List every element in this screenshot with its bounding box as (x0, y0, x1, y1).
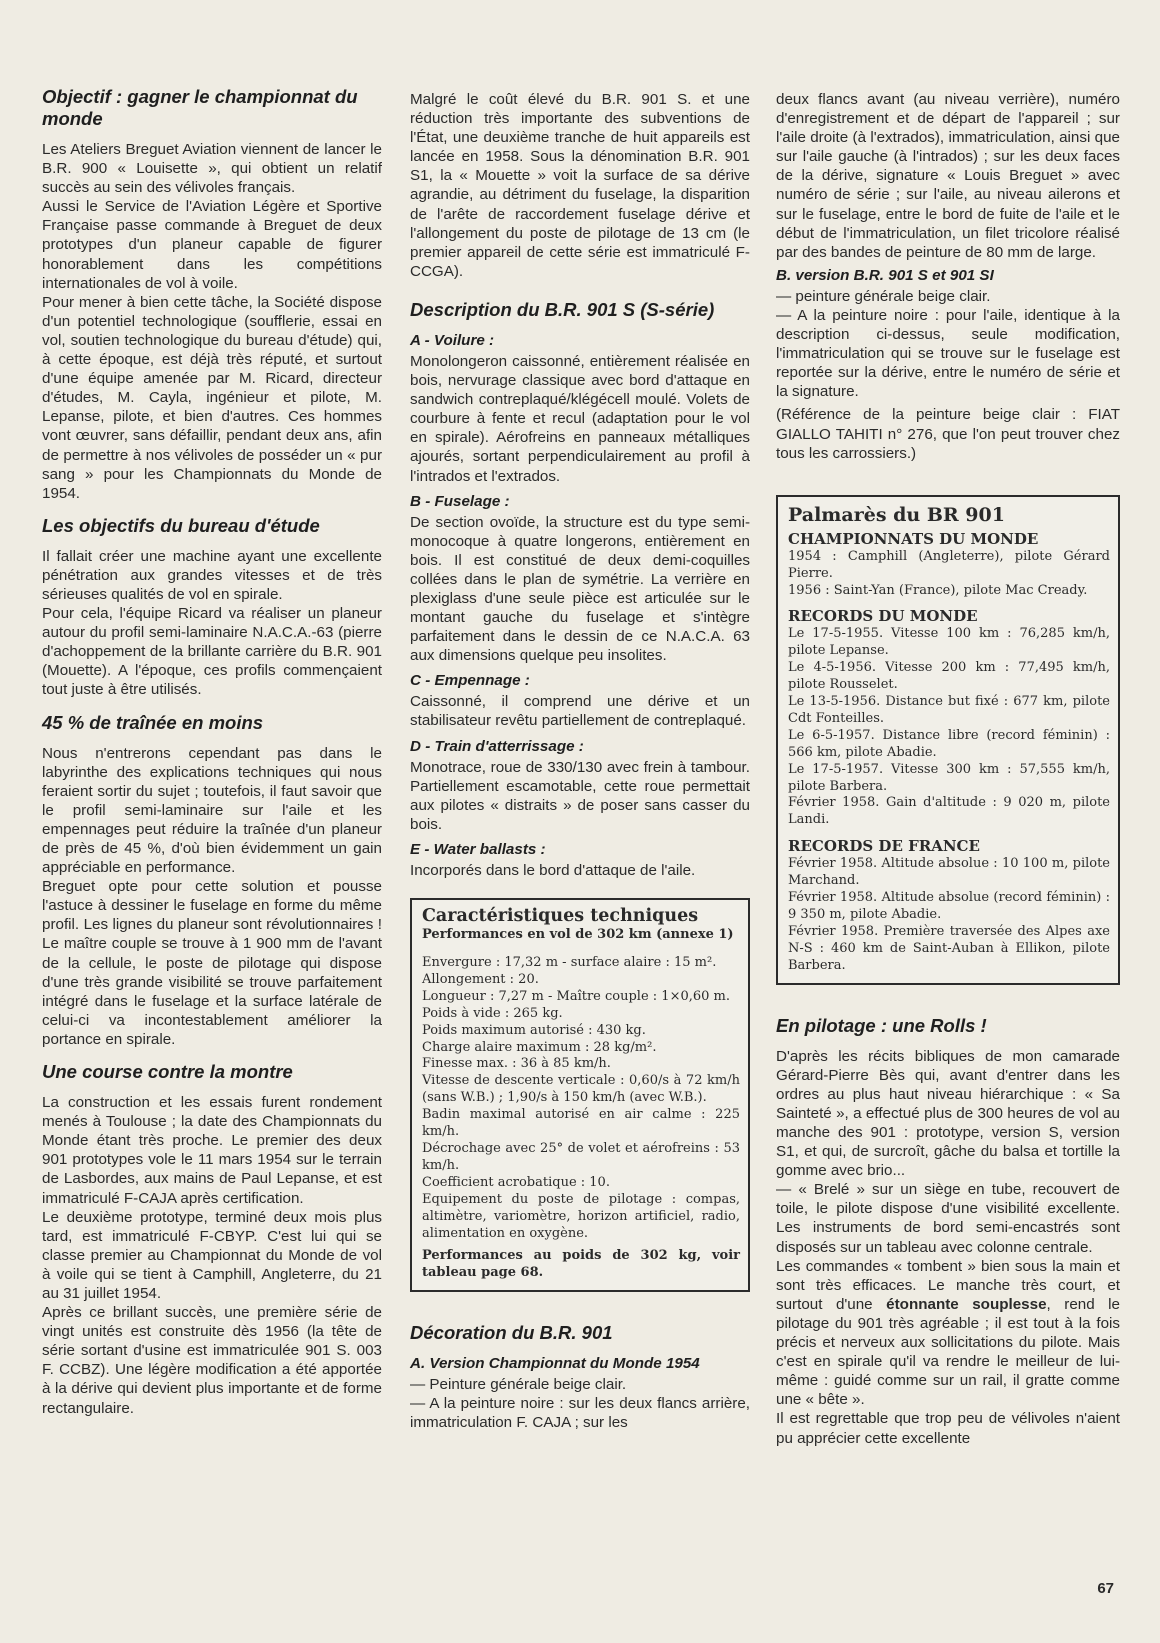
box-title: Palmarès du BR 901 (788, 503, 1005, 526)
paragraph: — Peinture générale beige clair. (410, 1376, 627, 1394)
column-3 (776, 90, 1120, 1448)
subheading-water-ballasts: E - Water ballasts : (410, 840, 546, 858)
spec-line: Finesse max. : 36 à 85 km/h. (422, 1056, 611, 1072)
box-subtitle: Performances en vol de 302 km (annexe 1) (422, 927, 734, 942)
record-line: Février 1958. Altitude absolue (record féminin) : 9 350 m, pilote Abadie. (788, 890, 1110, 922)
spec-line: Charge alaire maximum : 28 kg/m². (422, 1039, 657, 1055)
section-records-monde: RECORDS DU MONDE (788, 607, 978, 626)
subheading-voilure: A - Voilure : (410, 331, 495, 349)
emphasis-text: étonnante souplesse (886, 1295, 1047, 1313)
heading-description: Description du B.R. 901 S (S-série) (410, 298, 715, 320)
paragraph: De section ovoïde, la structure est du type semi-monocoque à quatre longerons, entièrement en bois. Il est constitué de deux demi-coquilles collées dans le plan de symétrie. La verrière en plexiglass d'une seule pièce est articulée sur le montant gauche du fuselage et s'intègre parfaitement dans le dessin de ce N.A.C.A. 63 aux dimensions quelque peu insolites. (410, 513, 750, 665)
paragraph: D'après les récits bibliques de mon camarade Gérard-Pierre Bès qui, avant d'entrer dans les ordres au plus haut niveau hiérarchique : « Sa Sainteté », a effectué plus de 300 heures de vol au manche des 901 : prototype, version S, version S1, et qui, de surcroît, gâche du balsa et tortille la gomme avec brio... (776, 1047, 1120, 1180)
spec-line: Envergure : 17,32 m - surface alaire : 15 m². (422, 955, 717, 970)
record-line: 1954 : Camphill (Angleterre), pilote Gérard Pierre. (788, 548, 1110, 581)
spec-line: Poids à vide : 265 kg. (422, 1005, 563, 1021)
record-line: Le 4-5-1956. Vitesse 200 km : 77,495 km/h, pilote Rousselet. (788, 660, 1110, 693)
paragraph: Monolongeron caissonné, entièrement réalisée en bois, nervurage classique avec bord d'attaque en sandwich contreplaqué/klégécell moulé. Volets de courbure à fente et recul (adaptation pour le vol en spirale). Aérofreins en panneaux métalliques ajourés, sortant perpendiculairement au profil à l'intrados et l'extrados. (410, 352, 750, 485)
paragraph: Breguet opte pour cette solution et pousse l'astuce à dessiner le fuselage en forme du même profil. Les lignes du planeur sont révolutionnaires ! Le maître couple se trouve à 1 900 mm de l'avant de la cellule, le poste de pilotage qui dispose d'une très grande visibilité se trouve parfaitement intégré dans le fuselage et la surface latérale de celui-ci va incontestablement améliorer la portance en spirale. (42, 878, 382, 1048)
spec-line: Badin maximal autorisé en air calme : 225 km/h. (422, 1107, 740, 1140)
heading-course-montre: Une course contre la montre (42, 1061, 293, 1083)
palmares-box (776, 495, 1120, 985)
paragraph: Incorporés dans le bord d'attaque de l'aile. (410, 861, 696, 879)
spec-line: Poids maximum autorisé : 430 kg. (422, 1022, 646, 1038)
paragraph: deux flancs avant (au niveau verrière), numéro d'enregistrement et de départ de l'appareil ; sur l'aile droite (à l'extrados), immatriculation, ainsi que sur l'aile gauche (à l'intrados) ; sur les deux faces de la dérive, signature « Louis Breguet » avec numéro de série ; sur l'aile, au niveau ailerons et sur le fuselage, entre le bord de fuite de l'aile et le début de l'immatriculation, un filet tricolore réalisé par des bandes de peinture de 80 mm de large. (776, 91, 1120, 261)
record-line: 1956 : Saint-Yan (France), pilote Mac Cready. (788, 582, 1088, 598)
paragraph: Il est regrettable que trop peu de vélivoles n'aient pu apprécier cette excellente (776, 1410, 1120, 1447)
paragraph: — peinture générale beige clair. (776, 287, 991, 305)
spec-line: Décrochage avec 25° de volet et aérofreins : 53 km/h. (422, 1140, 740, 1173)
heading-objectifs-bureau: Les objectifs du bureau d'étude (42, 514, 320, 536)
spec-line: Performances au poids de 302 kg, voir tableau page 68. (422, 1248, 740, 1281)
subheading-fuselage: B - Fuselage : (410, 492, 510, 510)
subheading-version-s: B. version B.R. 901 S et 901 SI (776, 266, 994, 284)
paragraph: La construction et les essais furent rondement menés à Toulouse ; la date des Championnats du Monde étant très proche. Le premier des deux 901 prototypes vole le 11 mars 1954 sur le terrain de Lasbordes, aux mains de Paul Lepanse, et est immatriculé F-CAJA après certification. (42, 1094, 382, 1207)
record-line: Le 17-5-1955. Vitesse 100 km : 76,285 km/h, pilote Lepanse. (788, 626, 1110, 659)
record-line: Le 17-5-1957. Vitesse 300 km : 57,555 km/h, pilote Barbera. (788, 761, 1110, 794)
paragraph: Nous n'entrerons cependant pas dans le labyrinthe des explications techniques qui nous feraient sortir du sujet ; toutefois, il faut savoir que le profil semi-laminaire sur l'aile et les empennages peut réduire la traînée d'un planeur de près de 45 %, d'où bien évidemment un gain appréciable en performance. (42, 744, 382, 877)
subheading-version-1954: A. Version Championnat du Monde 1954 (410, 1355, 700, 1373)
text-run: , rend le pilotage du 901 très agréable ; il est tout à la fois précis et nerveux aux sollicitations du pilote. Mais c'est en spirale qu'il va rendre le meilleur de lui-même : guidé comme sur un rail, il gratte comme une « bête ». (776, 1295, 1120, 1409)
spec-line: Longueur : 7,27 m - Maître couple : 1×0,60 m. (422, 988, 730, 1004)
paragraph: — A la peinture noire : pour l'aile, identique à la description ci-dessus, seule modification, l'immatriculation qui se trouve sur le fuselage est reportée sur la dérive, entre le numéro de série et la signature. (776, 306, 1120, 401)
heading-pilotage: En pilotage : une Rolls ! (776, 1014, 987, 1036)
column-2 (410, 90, 750, 1433)
record-line: Février 1958. Altitude absolue : 10 100 m, pilote Marchand. (788, 856, 1110, 889)
paragraph: Les Ateliers Breguet Aviation viennent de lancer le B.R. 900 « Louisette », qui obtient un relatif succès au sein des vélivoles français. (42, 141, 382, 197)
paragraph: Caissonné, il comprend une dérive et un stabilisateur revêtu partiellement de contreplaqué. (410, 693, 750, 730)
paragraph: Après ce brillant succès, une première série de vingt unités est construite dès 1956 (la tête de série sortant d'usine est immatriculée 901 S. 003 F. CCBZ). Une légère modification a été apportée à la dérive qui devient plus importante et de forme rectangulaire. (42, 1304, 382, 1417)
record-line: Février 1958. Première traversée des Alpes axe N-S : 460 km de Saint-Auban à Ellikon, pilote Barbera. (788, 923, 1110, 973)
paragraph: Pour mener à bien cette tâche, la Société dispose d'un potentiel technologique (soufflerie, essai en vol, soutien technologique du bureau d'étude) qui, à cette époque, est déjà très réputé, et surtout d'une équipe amenée par M. Ricard, directeur d'études, M. Cayla, ingénieur et pilote, M. Lepanse, pilote, et bien d'autres. Ces hommes vont œuvrer, sans défaillir, pendant deux ans, afin de permettre à nos vélivoles de posséder un « pur sang » pour les Championnats du Monde de 1954. (42, 293, 382, 502)
record-line: Le 13-5-1956. Distance but fixé : 677 km, pilote Cdt Fonteilles. (788, 694, 1110, 726)
paragraph: Le deuxième prototype, terminé deux mois plus tard, est immatriculé F-CBYP. C'est lui qui se classe premier au Championnat du Monde de vol à voile qui se tient à Camphill, Angleterre, du 21 au 31 juillet 1954. (42, 1208, 382, 1302)
text-run: Les commandes « tombent » bien sous la main et sont très efficaces. Le manche très court, et surtout d'une (776, 1257, 1120, 1313)
paragraph: (Référence de la peinture beige clair : FIAT GIALLO TAHITI n° 276, que l'on peut trouver chez tous les carrossiers.) (776, 406, 1120, 462)
paragraph: — « Brelé » sur un siège en tube, recouvert de toile, le pilote dispose d'une visibilité excellente. Les instruments de bord semi-encastrés sont disposés sur un tableau avec colonne centrale. (776, 1181, 1120, 1256)
heading-objectif: Objectif : gagner le championnat du monde (42, 86, 358, 129)
paragraph: Monotrace, roue de 330/130 avec frein à tambour. Partiellement escamotable, cette roue permettait aux pilotes « distraits » de poser sans casser du bois. (410, 758, 750, 833)
box-title: Caractéristiques techniques (422, 906, 699, 926)
spec-line: Coefficient acrobatique : 10. (422, 1174, 610, 1190)
column-1 (42, 86, 382, 1418)
spec-line: Allongement : 20. (422, 971, 539, 987)
spec-line: Equipement du poste de pilotage : compas, altimètre, variomètre, horizon artificiel, radio, alimentation en oxygène. (422, 1191, 740, 1241)
subheading-empennage: C - Empennage : (410, 672, 530, 690)
paragraph: Malgré le coût élevé du B.R. 901 S. et une réduction très importante des subventions de l'État, une deuxième tranche de huit appareils est lancée en 1958. Sous la dénomination B.R. 901 S1, la « Mouette » voit la surface de sa dérive agrandie, au détriment du fuselage, la disparition de l'arête de raccordement fuselage dérive et l'allongement du poste de pilotage de 13 cm (le premier appareil de cette série est immatriculé F-CCGA). (410, 91, 750, 280)
record-line: Le 6-5-1957. Distance libre (record féminin) : 566 km, pilote Abadie. (788, 727, 1110, 760)
paragraph: Aussi le Service de l'Aviation Légère et Sportive Française passe commande à Breguet de deux prototypes d'un planeur capable de figurer honorablement dans les compétitions internationales de vol à voile. (42, 198, 382, 292)
caracteristiques-box (410, 898, 750, 1292)
paragraph (776, 1257, 1120, 1410)
section-championnats: CHAMPIONNATS DU MONDE (788, 529, 1039, 548)
paragraph: Il fallait créer une machine ayant une excellente pénétration aux grandes vitesses et de très sérieuses qualités de vol en spirale. (42, 547, 382, 603)
paragraph: — A la peinture noire : sur les deux flancs arrière, immatriculation F. CAJA ; sur les (410, 1395, 750, 1432)
heading-decoration: Décoration du B.R. 901 (410, 1322, 613, 1344)
subheading-train: D - Train d'atterrissage : (410, 737, 584, 755)
spec-line: Vitesse de descente verticale : 0,60/s à 72 km/h (sans W.B.) ; 1,90/s à 150 km/h (avec W.B.). (422, 1073, 740, 1106)
heading-trainee: 45 % de traînée en moins (42, 711, 264, 733)
paragraph: Pour cela, l'équipe Ricard va réaliser un planeur autour du profil semi-laminaire N.A.C.A.-63 (pierre d'achoppement de la brillante carrière du B.R. 901 (Mouette). A l'époque, ces profils commençaient tout juste à être utilisés. (42, 605, 382, 699)
section-records-france: RECORDS DE FRANCE (788, 837, 980, 856)
record-line: Février 1958. Gain d'altitude : 9 020 m, pilote Landi. (788, 795, 1110, 828)
page-number: 67 (1097, 1580, 1114, 1597)
